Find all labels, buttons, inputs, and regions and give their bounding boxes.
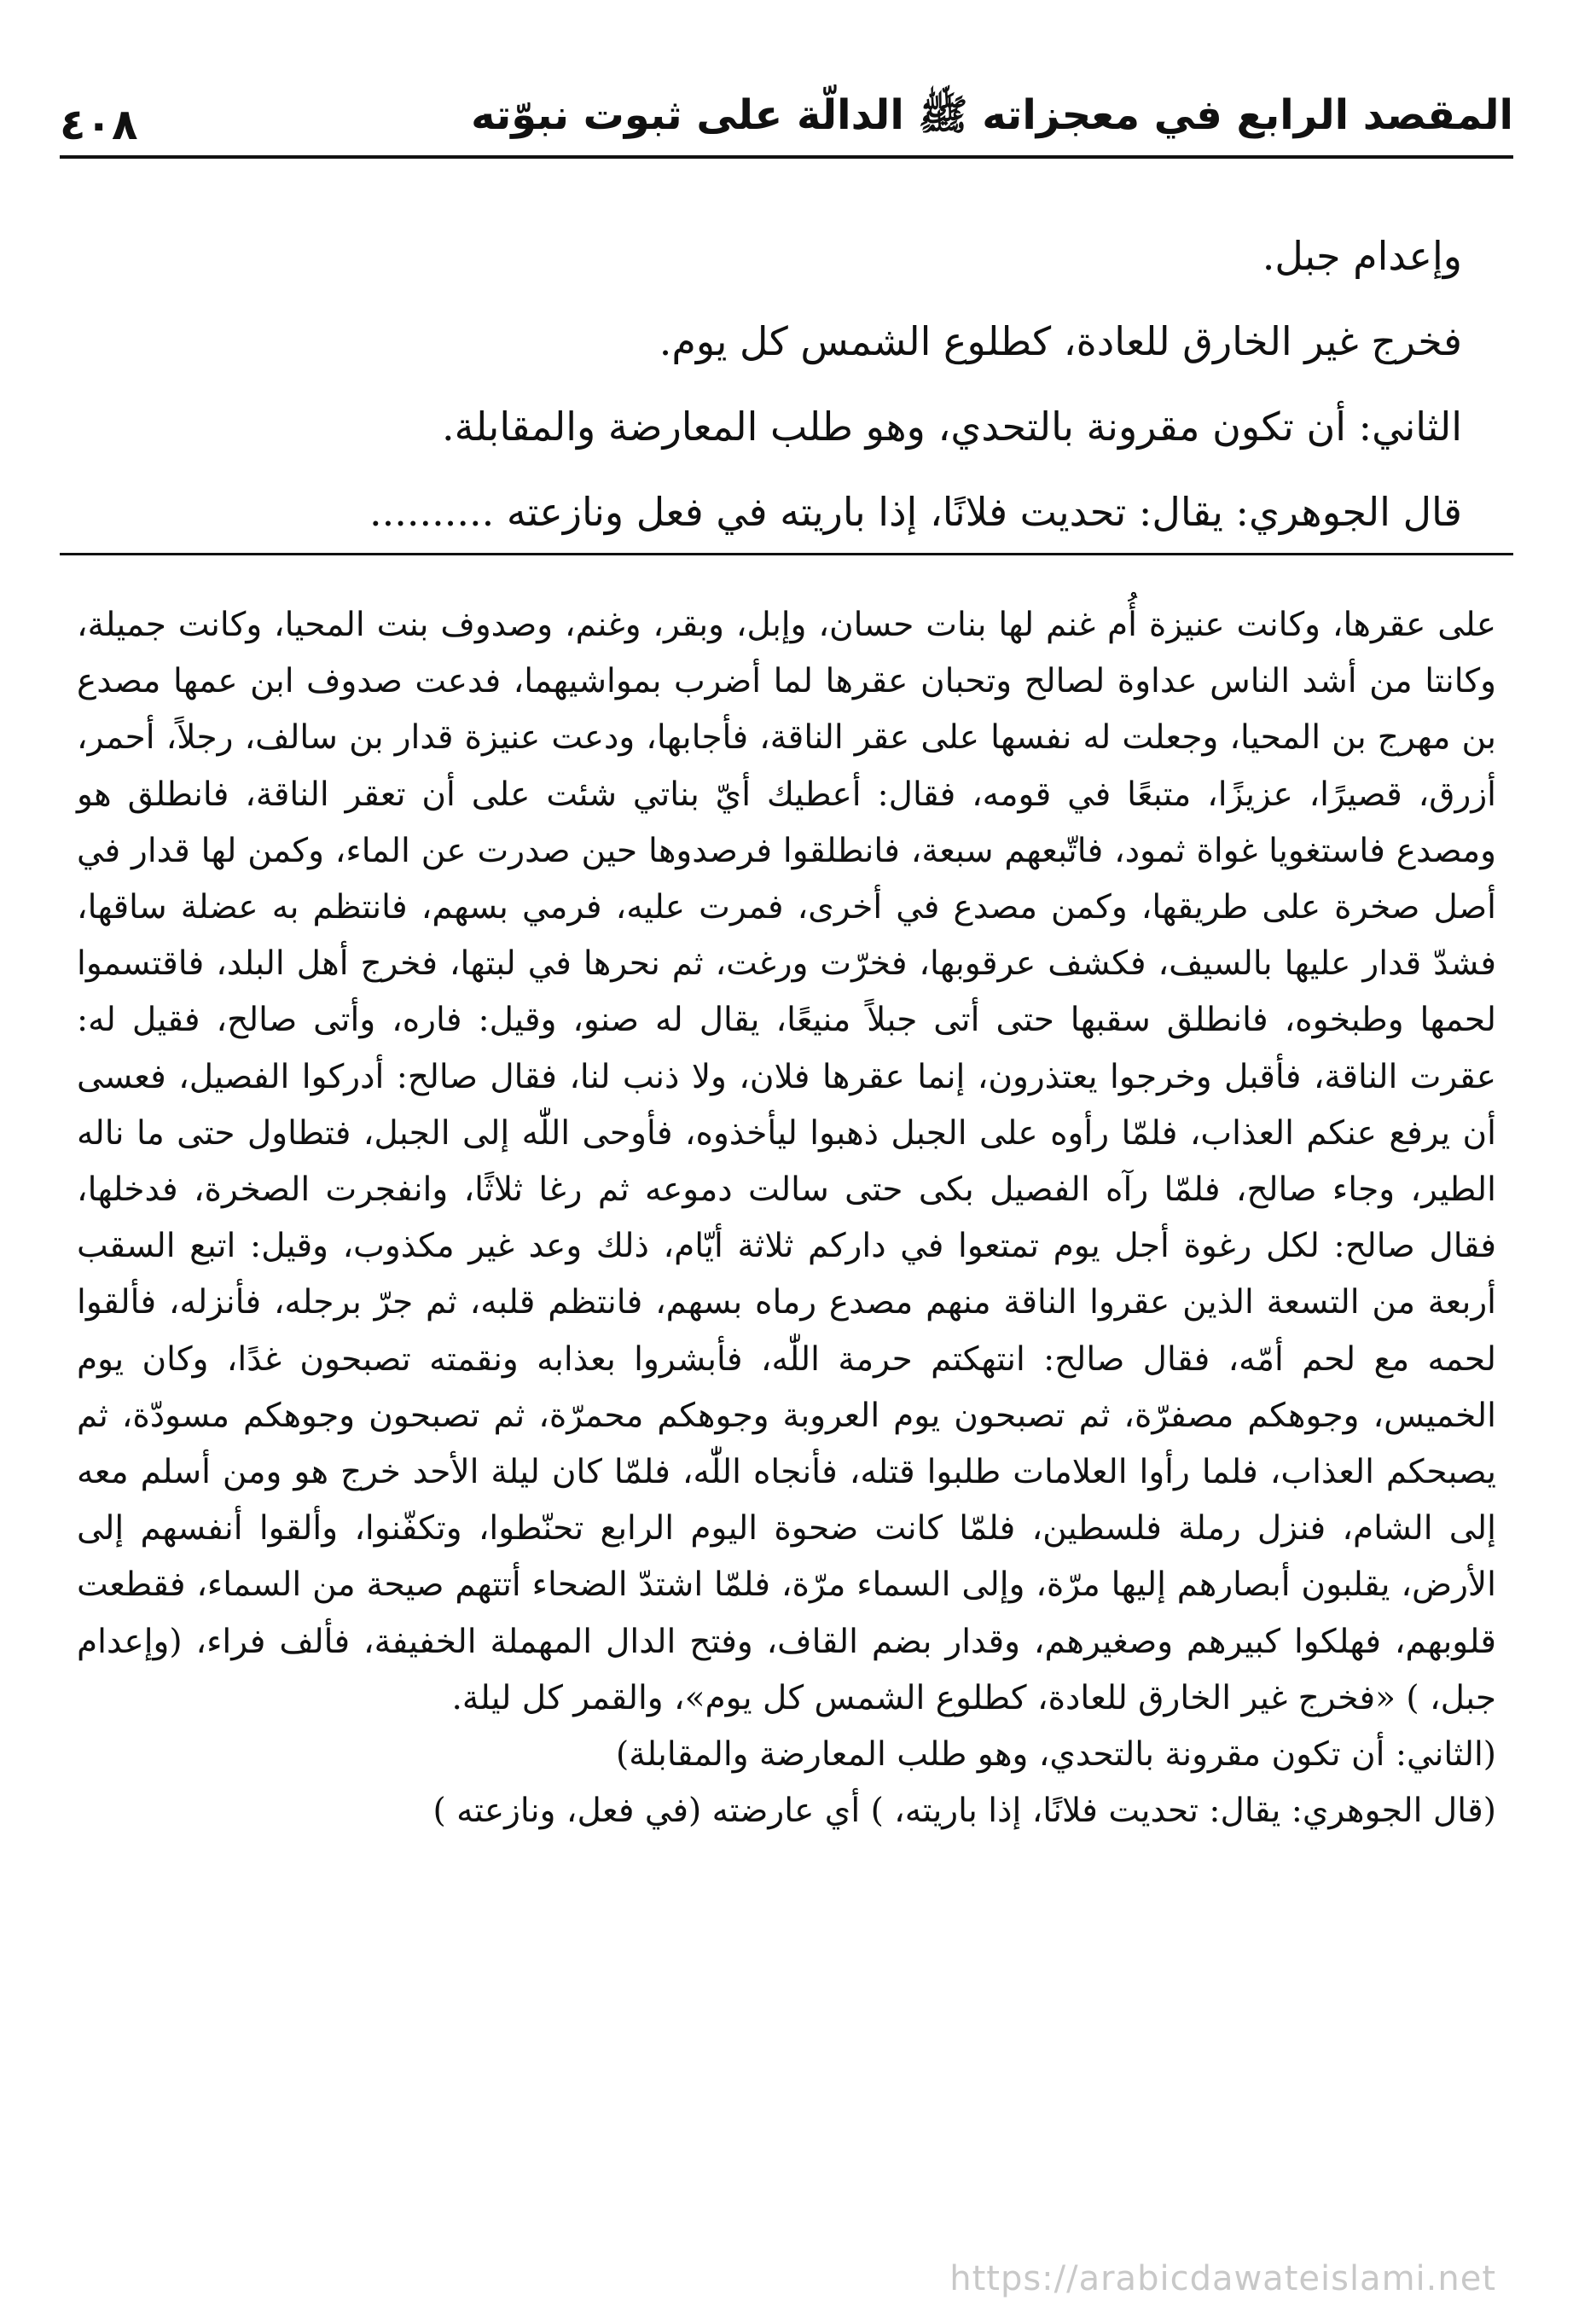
source-watermark: https://arabicdawateislami.net bbox=[949, 2259, 1496, 2298]
matn-line: وإعدام جبل. bbox=[1262, 233, 1462, 279]
commentary-paragraph: على عقرها، وكانت عنيزة أُم غنم لها بنات حسان، وإبل، وبقر، وغنم، وصدوف بنت المحيا، وكانت جميلة، وكانتا من أشد الناس عداوة لصالح وتحبان عقرها لما أضرب بمواشيهما، فدعت صدوف ابن عمها مصدع بن مهرج بن المحيا، وجعلت له نفسها على عقر الناقة، فأجابها، ودعت عنيزة قدار بن سالف، رجلاً، أحمر، أزرق، قصيرًا، عزيزًا، متبعًا في قومه، فقال: أعطيك أيّ بناتي شئت على أن تعقر الناقة، فانطلق هو ومصدع فاستغويا غواة ثمود، فاتّبعهم سبعة، فانطلقوا فرصدوها حين صدرت عن الماء، وكمن لها قدار في أصل صخرة على طريقها، وكمن مصدع في أخرى، فمرت عليه، فرمي بسهم، فانتظم به عضلة ساقها، فشدّ قدار عليها بالسيف، فكشف عرقوبها، فخرّت ورغت، ثم نحرها في لبتها، فخرج أهل البلد، فاقتسموا لحمها وطبخوه، فانطلق سقبها حتى أتى جبلاً منيعًا، يقال له صنو، وقيل: فاره، وأتى صالح، فقيل له: عقرت الناقة، فأقبل وخرجوا يعتذرون، إنما عقرها فلان، ولا ذنب لنا، فقال صالح: أدركوا الفصيل، فعسى أن يرفع عنكم العذاب، فلمّا رأوه على الجبل ذهبوا ليأخذوه، فأوحى اللّٰه إلى الجبل، فتطاول حتى ما ناله الطير، وجاء صالح، فلمّا رآه الفصيل بكى حتى سالت دموعه ثم رغا ثلاثًا، وانفجرت الصخرة، فدخلها، فقال صالح: لكل رغوة أجل يوم تمتعوا في داركم ثلاثة أيّام، ذلك وعد غير مكذوب، وقيل: اتبع السقب أربعة من التسعة الذين عقروا الناقة منهم مصدع رماه بسهم، فانتظم قلبه، ثم جرّ برجله، فأنزله، فألقوا لحمه مع لحم أمّه، فقال صالح: انتهكتم حرمة اللّٰه، فأبشروا بعذابه ونقمته تصبحون غدًا، وكان يوم الخميس، وجوهكم مصفرّة، ثم تصبحون يوم العروبة وجوهكم محمرّة، ثم تصبحون وجوهكم مسودّة، ثم يصبحكم العذاب، فلما رأوا العلامات طلبوا قتله، فأنجاه اللّٰه، فلمّا كان ليلة الأحد خرج هو ومن أسلم معه إلى الشام، فنزل رملة فلسطين، فلمّا كانت ضحوة اليوم الرابع تحنّطوا، وتكفّنوا، وألقوا أنفسهم إلى الأرض، يقلبون أبصارهم إليها مرّة، وإلى السماء مرّة، فلمّا اشتدّ الضحاء أتتهم صيحة من السماء، فقطعت قلوبهم، فهلكوا كبيرهم وصغيرهم، وقدار بضم القاف، وفتح الدال المهملة الخفيفة، فألف فراء، (وإعدام جبل، ) «فخرج غير الخارق للعادة، كطلوع الشمس كل يوم»، والقمر كل ليلة. bbox=[77, 606, 1496, 1717]
commentary-quote: (قال الجوهري: يقال: تحديت فلانًا، إذا باريته، ) أي عارضته (في فعل، ونازعته ) bbox=[432, 1792, 1496, 1831]
commentary-quote: (الثاني: أن تكون مقرونة بالتحدي، وهو طلب المعارضة والمقابلة) bbox=[615, 1735, 1496, 1775]
matn-line: الثاني: أن تكون مقرونة بالتحدي، وهو طلب المعارضة والمقابلة. bbox=[442, 404, 1462, 450]
section-divider bbox=[60, 553, 1513, 555]
page-header bbox=[60, 81, 1513, 149]
header-rule bbox=[60, 155, 1513, 159]
commentary-text bbox=[77, 597, 1496, 1839]
page-number: ٤٠٨ bbox=[60, 100, 138, 149]
running-title: المقصد الرابع في معجزاته ﷺ الدالّة على ثبوت نبوّته bbox=[471, 91, 1513, 139]
matn-line: فخرج غير الخارق للعادة، كطلوع الشمس كل يوم. bbox=[659, 318, 1462, 364]
matn-line: قال الجوهري: يقال: تحديت فلانًا، إذا باريته في فعل ونازعته .......... bbox=[369, 489, 1462, 535]
matn-text bbox=[111, 213, 1462, 555]
